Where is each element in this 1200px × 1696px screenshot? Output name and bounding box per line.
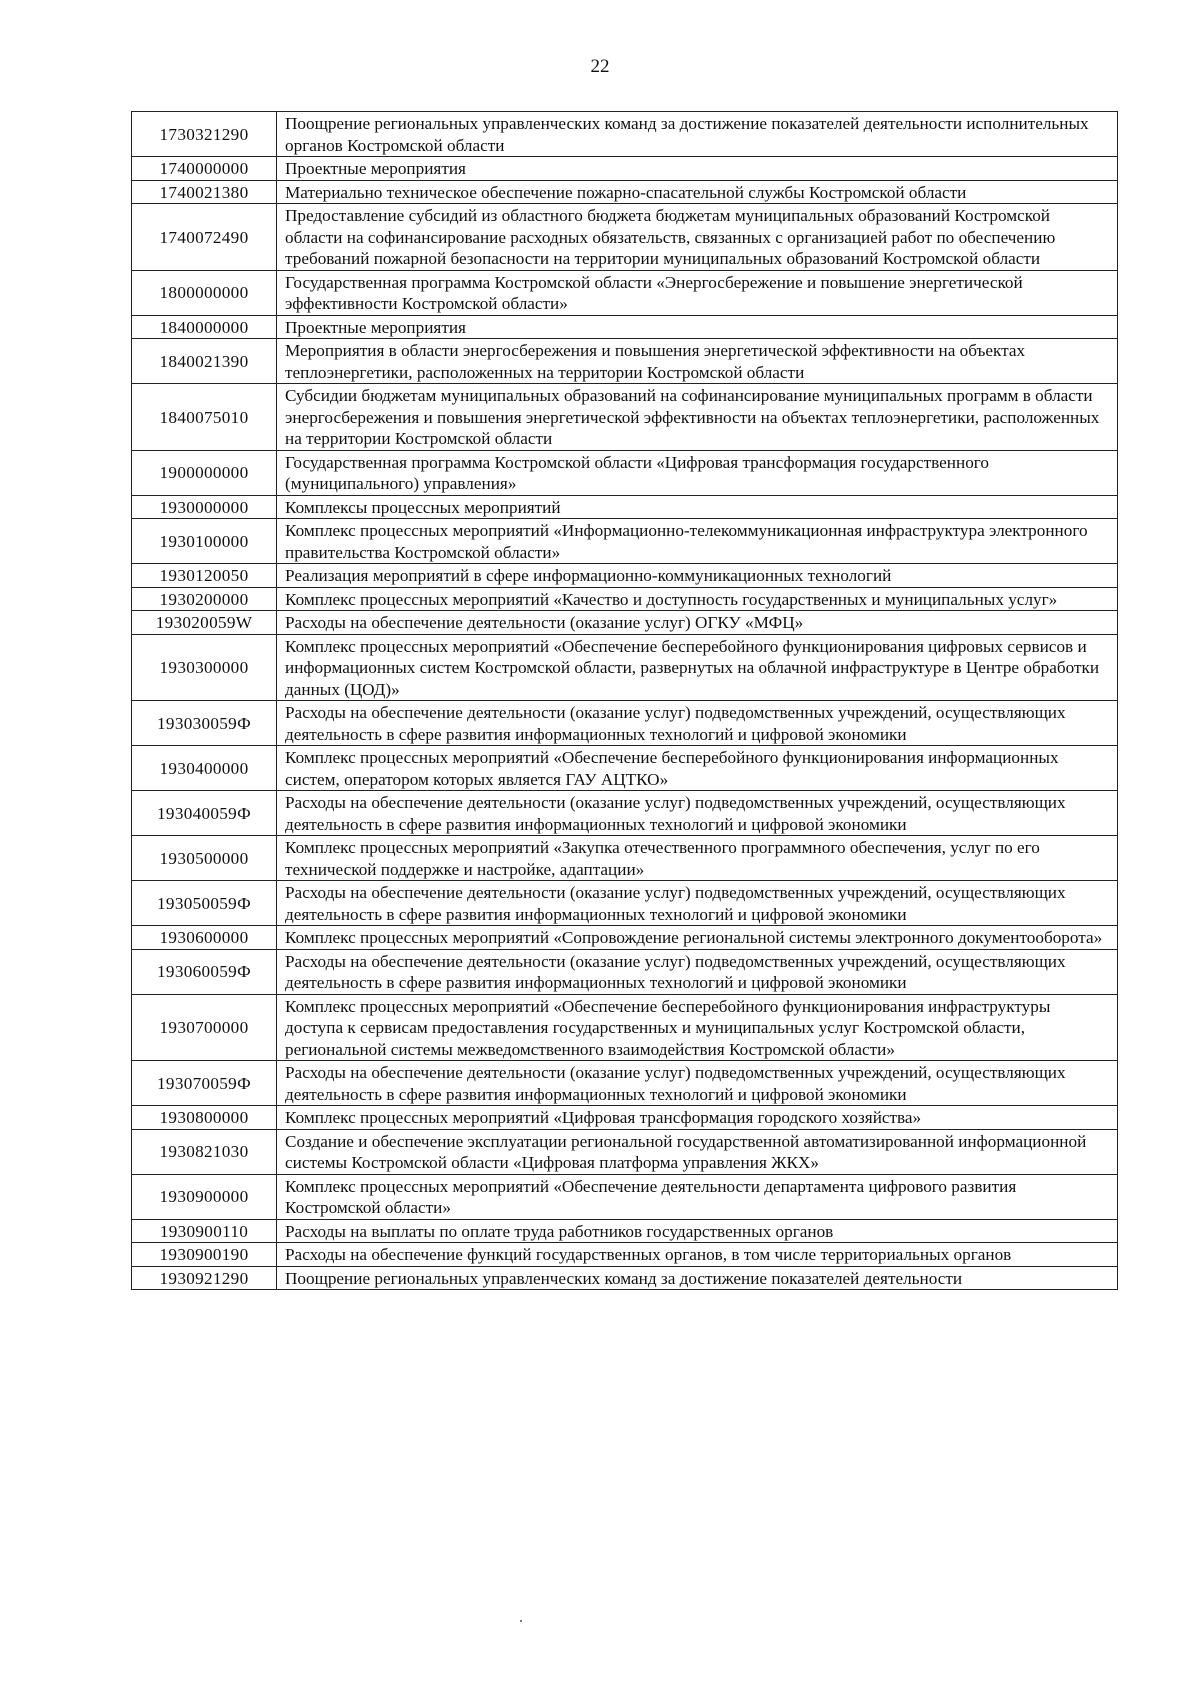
target-article-code: 193030059Ф [132,701,277,746]
target-article-description: Расходы на обеспечение деятельности (оказание услуг) ОГКУ «МФЦ» [277,611,1118,635]
target-article-code: 1840021390 [132,339,277,384]
target-article-description: Расходы на обеспечение функций государственных органов, в том числе территориальных органов [277,1243,1118,1267]
target-article-description: Предоставление субсидий из областного бюджета бюджетам муниципальных образований Костромской области на софинансирование расходных обязательств, связанных с организацией работ по обеспечению требований пожарной безопасности на территории муниципальных образований Костромской области [277,204,1118,271]
target-article-description: Комплекс процессных мероприятий «Закупка отечественного программного обеспечения, услуг по его технической поддержке и настройке, адаптации» [277,836,1118,881]
table-row [132,1129,1118,1174]
target-article-description: Комплексы процессных мероприятий [277,495,1118,519]
target-article-code: 1930900000 [132,1174,277,1219]
table-row [132,881,1118,926]
target-article-description: Расходы на обеспечение деятельности (оказание услуг) подведомственных учреждений, осуществляющих деятельность в сфере развития информационных технологий и цифровой экономики [277,1061,1118,1106]
table-body [132,112,1118,1290]
table-row [132,315,1118,339]
table-row [132,611,1118,635]
target-article-code: 1800000000 [132,270,277,315]
target-article-description: Расходы на обеспечение деятельности (оказание услуг) подведомственных учреждений, осуществляющих деятельность в сфере развития информационных технологий и цифровой экономики [277,949,1118,994]
target-article-code: 1740000000 [132,157,277,181]
table-row [132,204,1118,271]
table-row [132,495,1118,519]
target-article-description: Государственная программа Костромской области «Энергосбережение и повышение энергетической эффективности Костромской области» [277,270,1118,315]
table-row [132,1106,1118,1130]
table-row [132,1266,1118,1290]
table-row [132,926,1118,950]
target-article-description: Комплекс процессных мероприятий «Обеспечение бесперебойного функционирования информационных систем, оператором которых является ГАУ АЦТКО» [277,746,1118,791]
target-article-code: 1930400000 [132,746,277,791]
table-row [132,791,1118,836]
target-article-description: Комплекс процессных мероприятий «Качество и доступность государственных и муниципальных услуг» [277,587,1118,611]
target-article-code: 1930300000 [132,634,277,701]
scan-speck [520,1620,522,1622]
target-article-code: 1930821030 [132,1129,277,1174]
page-number: 22 [590,56,610,77]
target-article-code: 1740072490 [132,204,277,271]
budget-classification-table [131,111,1118,1290]
target-article-description: Расходы на обеспечение деятельности (оказание услуг) подведомственных учреждений, осуществляющих деятельность в сфере развития информационных технологий и цифровой экономики [277,701,1118,746]
target-article-code: 1930900190 [132,1243,277,1267]
table-row [132,564,1118,588]
table-row [132,634,1118,701]
target-article-code: 193050059Ф [132,881,277,926]
target-article-code: 1740021380 [132,180,277,204]
target-article-code: 1930200000 [132,587,277,611]
table-row [132,1061,1118,1106]
target-article-description: Комплекс процессных мероприятий «Обеспечение деятельности департамента цифрового развития Костромской области» [277,1174,1118,1219]
table-row [132,270,1118,315]
table-row [132,994,1118,1061]
target-article-code: 1930900110 [132,1219,277,1243]
target-article-description: Поощрение региональных управленческих команд за достижение показателей деятельности исполнительных органов Костромской области [277,112,1118,157]
table-row [132,1219,1118,1243]
target-article-code: 193040059Ф [132,791,277,836]
target-article-code: 193020059W [132,611,277,635]
target-article-description: Расходы на выплаты по оплате труда работников государственных органов [277,1219,1118,1243]
table-row [132,339,1118,384]
table-row [132,157,1118,181]
table-row [132,701,1118,746]
target-article-description: Проектные мероприятия [277,315,1118,339]
target-article-code: 1930800000 [132,1106,277,1130]
table-row [132,1243,1118,1267]
target-article-description: Государственная программа Костромской области «Цифровая трансформация государственного (муниципального) управления» [277,450,1118,495]
table-row [132,384,1118,451]
target-article-description: Комплекс процессных мероприятий «Сопровождение региональной системы электронного документооборота» [277,926,1118,950]
table-row [132,836,1118,881]
target-article-description: Субсидии бюджетам муниципальных образований на софинансирование муниципальных программ в области энергосбережения и повышения энергетической эффективности на объектах теплоэнергетики, расположенных на территории Костромской области [277,384,1118,451]
target-article-description: Создание и обеспечение эксплуатации региональной государственной автоматизированной информационной системы Костромской области «Цифровая платформа управления ЖКХ» [277,1129,1118,1174]
target-article-code: 1930500000 [132,836,277,881]
target-article-code: 1930921290 [132,1266,277,1290]
target-article-code: 1930100000 [132,519,277,564]
target-article-code: 1840075010 [132,384,277,451]
target-article-description: Расходы на обеспечение деятельности (оказание услуг) подведомственных учреждений, осуществляющих деятельность в сфере развития информационных технологий и цифровой экономики [277,791,1118,836]
target-article-code: 1930600000 [132,926,277,950]
target-article-code: 1930120050 [132,564,277,588]
target-article-description: Комплекс процессных мероприятий «Обеспечение бесперебойного функционирования инфраструктуры доступа к сервисам предоставления государственных и муниципальных услуг Костромской области, региональной системы межведомственного взаимодействия Костромской области» [277,994,1118,1061]
table-row [132,112,1118,157]
target-article-code: 1930000000 [132,495,277,519]
target-article-description: Поощрение региональных управленческих команд за достижение показателей деятельности [277,1266,1118,1290]
target-article-code: 193070059Ф [132,1061,277,1106]
target-article-description: Комплекс процессных мероприятий «Информационно-телекоммуникационная инфраструктура электронного правительства Костромской области» [277,519,1118,564]
target-article-code: 1900000000 [132,450,277,495]
target-article-description: Материально техническое обеспечение пожарно-спасательной службы Костромской области [277,180,1118,204]
target-article-description: Комплекс процессных мероприятий «Цифровая трансформация городского хозяйства» [277,1106,1118,1130]
table-row [132,587,1118,611]
table-row [132,519,1118,564]
target-article-code: 1840000000 [132,315,277,339]
target-article-description: Проектные мероприятия [277,157,1118,181]
target-article-description: Мероприятия в области энергосбережения и повышения энергетической эффективности на объектах теплоэнергетики, расположенных на территории Костромской области [277,339,1118,384]
table-row [132,450,1118,495]
target-article-description: Расходы на обеспечение деятельности (оказание услуг) подведомственных учреждений, осуществляющих деятельность в сфере развития информационных технологий и цифровой экономики [277,881,1118,926]
target-article-code: 1930700000 [132,994,277,1061]
table-row [132,180,1118,204]
target-article-code: 193060059Ф [132,949,277,994]
table-row [132,949,1118,994]
table-row [132,1174,1118,1219]
target-article-description: Реализация мероприятий в сфере информационно-коммуникационных технологий [277,564,1118,588]
target-article-code: 1730321290 [132,112,277,157]
table-row [132,746,1118,791]
target-article-description: Комплекс процессных мероприятий «Обеспечение бесперебойного функционирования цифровых сервисов и информационных систем Костромской области, развернутых на облачной инфраструктуре в Центре обработки данных (ЦОД)» [277,634,1118,701]
